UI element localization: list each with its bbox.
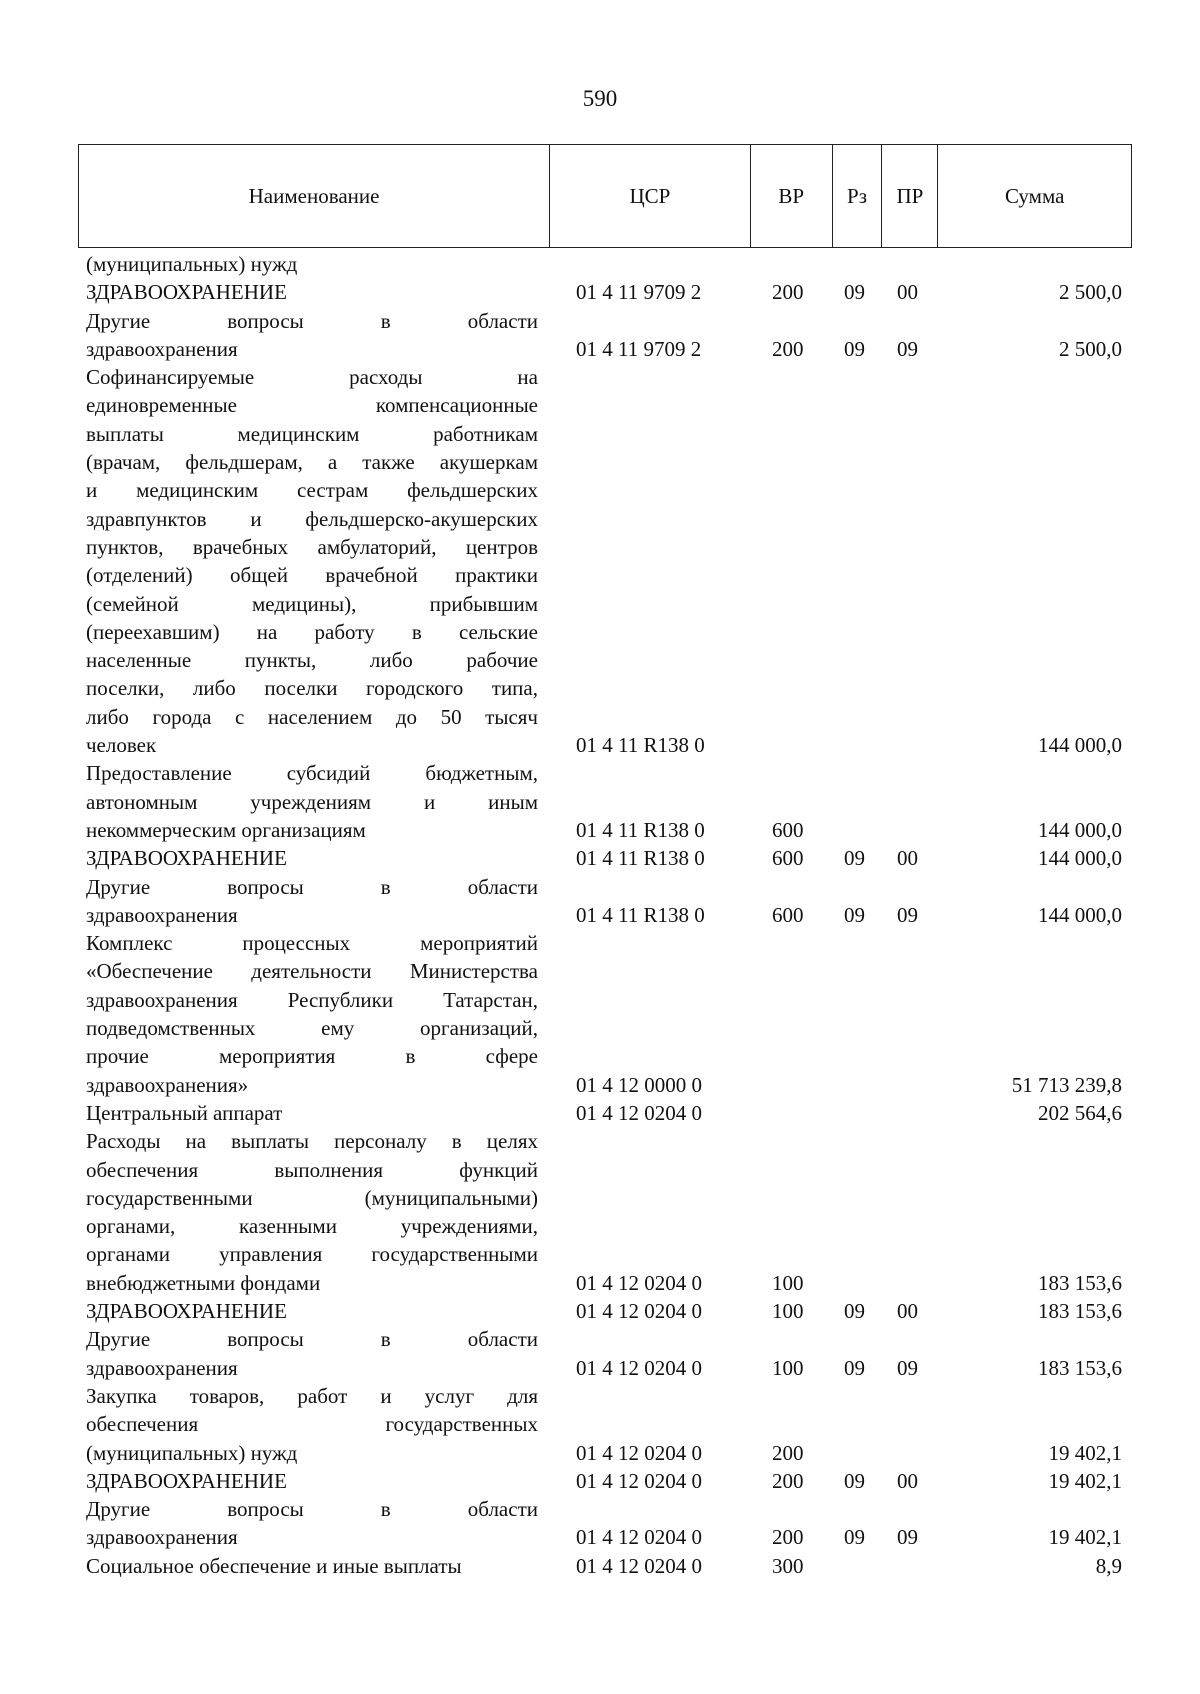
row-name-line: (врачам, фельдшерам, а также акушеркам [86, 450, 538, 475]
row-name-line: государственными (муниципальными) [86, 1185, 538, 1210]
row-pr: 00 [897, 1299, 918, 1324]
row-name [86, 873, 538, 930]
page-number: 590 [582, 86, 618, 111]
row-vr: 200 [772, 336, 804, 361]
row-rz: 09 [844, 1468, 865, 1493]
row-name [86, 1099, 538, 1127]
row-name-line: внебюджетными фондами [86, 1270, 321, 1295]
table-row [0, 363, 1200, 759]
row-name-line: Предоставление субсидий бюджетным, [86, 761, 538, 786]
row-csr: 01 4 11 R138 0 [576, 902, 705, 927]
row-name [86, 1495, 538, 1552]
row-vr: 200 [772, 280, 804, 305]
row-vr: 600 [772, 846, 804, 871]
row-name-line: некоммерческим организациям [86, 817, 366, 842]
table-row [0, 1325, 1200, 1382]
row-sum: 183 153,6 [1038, 1355, 1122, 1380]
row-pr: 00 [897, 1468, 918, 1493]
row-vr: 100 [772, 1355, 804, 1380]
row-csr: 01 4 11 R138 0 [576, 846, 705, 871]
row-name-line: ЗДРАВООХРАНЕНИЕ [86, 1299, 287, 1324]
row-pr: 09 [897, 1355, 918, 1380]
row-name-line: автономным учреждениям и иным [86, 789, 538, 814]
row-sum: 183 153,6 [1038, 1270, 1122, 1295]
row-rz: 09 [844, 1525, 865, 1550]
row-pr: 09 [897, 902, 918, 927]
row-name-line: Расходы на выплаты персоналу в целях [86, 1129, 538, 1154]
row-sum: 144 000,0 [1038, 817, 1122, 842]
row-name-line: пунктов, врачебных амбулаторий, центров [86, 534, 538, 559]
row-name-line: (отделений) общей врачебной практики [86, 563, 538, 588]
table-row [0, 844, 1200, 872]
row-name-line: прочие мероприятия в сфере [86, 1044, 538, 1069]
row-vr: 100 [772, 1299, 804, 1324]
row-sum: 144 000,0 [1038, 733, 1122, 758]
row-sum: 2 500,0 [1059, 280, 1122, 305]
row-name-line: Центральный аппарат [86, 1100, 283, 1125]
row-csr: 01 4 12 0204 0 [576, 1270, 702, 1295]
row-name-line: Комплекс процессных мероприятий [86, 931, 538, 956]
row-sum: 51 713 239,8 [1011, 1072, 1122, 1097]
header-name: Наименование [79, 145, 550, 247]
row-name-line: поселки, либо поселки городского типа, [86, 676, 538, 701]
row-name [86, 929, 538, 1099]
row-csr: 01 4 12 0204 0 [576, 1468, 702, 1493]
row-csr: 01 4 11 R138 0 [576, 817, 705, 842]
row-sum: 202 564,6 [1038, 1100, 1122, 1125]
row-name [86, 759, 538, 844]
row-name-line: ЗДРАВООХРАНЕНИЕ [86, 280, 287, 305]
row-pr: 09 [897, 1525, 918, 1550]
table-row [0, 307, 1200, 364]
row-name-line: (муниципальных) нужд [86, 1440, 298, 1465]
table-row [0, 1382, 1200, 1467]
table-row [0, 250, 1200, 278]
row-name [86, 1552, 538, 1580]
row-name-line: обеспечения государственных [86, 1412, 538, 1437]
row-name [86, 278, 538, 306]
row-name-line: здравоохранения [86, 902, 238, 927]
header-pr: ПР [882, 145, 938, 247]
row-name-line: здравпунктов и фельдшерско-акушерских [86, 506, 538, 531]
table-row [0, 278, 1200, 306]
row-name [86, 307, 538, 364]
row-csr: 01 4 12 0204 0 [576, 1440, 702, 1465]
row-csr: 01 4 12 0204 0 [576, 1355, 702, 1380]
row-csr: 01 4 11 9709 2 [576, 280, 702, 305]
row-name-line: здравоохранения» [86, 1072, 249, 1097]
row-name [86, 844, 538, 872]
table-row [0, 1297, 1200, 1325]
row-pr: 00 [897, 280, 918, 305]
row-name-line: «Обеспечение деятельности Министерства [86, 959, 538, 984]
row-name [86, 1297, 538, 1325]
table-row [0, 1552, 1200, 1580]
row-name-line: Другие вопросы в области [86, 874, 538, 899]
row-csr: 01 4 12 0204 0 [576, 1525, 702, 1550]
table-row [0, 1467, 1200, 1495]
row-csr: 01 4 12 0204 0 [576, 1299, 702, 1324]
row-name-line: ЗДРАВООХРАНЕНИЕ [86, 846, 287, 871]
row-vr: 200 [772, 1440, 804, 1465]
row-name-line: человек [86, 733, 157, 758]
table-row [0, 929, 1200, 1099]
header-vr: ВР [751, 145, 833, 247]
row-name-line: Другие вопросы в области [86, 308, 538, 333]
row-sum: 144 000,0 [1038, 902, 1122, 927]
row-sum: 19 402,1 [1048, 1525, 1122, 1550]
table-header [78, 144, 1132, 248]
row-sum: 183 153,6 [1038, 1299, 1122, 1324]
row-csr: 01 4 11 9709 2 [576, 336, 702, 361]
table-body [0, 250, 1200, 1580]
table-row [0, 1127, 1200, 1297]
row-sum: 8,9 [1095, 1553, 1122, 1578]
row-name-line: ЗДРАВООХРАНЕНИЕ [86, 1468, 287, 1493]
row-rz: 09 [844, 1299, 865, 1324]
row-name-line: здравоохранения [86, 1525, 238, 1550]
row-vr: 600 [772, 817, 804, 842]
row-vr: 300 [772, 1553, 804, 1578]
row-name-line: подведомственных ему организаций, [86, 1016, 538, 1041]
row-csr: 01 4 12 0204 0 [576, 1553, 702, 1578]
row-name-line: здравоохранения Республики Татарстан, [86, 987, 538, 1012]
row-name [86, 1382, 538, 1467]
row-vr: 100 [772, 1270, 804, 1295]
row-rz: 09 [844, 846, 865, 871]
row-csr: 01 4 12 0000 0 [576, 1072, 702, 1097]
row-rz: 09 [844, 902, 865, 927]
row-name-line: (муниципальных) нужд [86, 252, 298, 276]
row-name-line: и медицинским сестрам фельдшерских [86, 478, 538, 503]
row-name-line: единовременные компенсационные [86, 393, 538, 418]
header-rz: Рз [833, 145, 883, 247]
row-csr: 01 4 12 0204 0 [576, 1100, 702, 1125]
row-name-line: обеспечения выполнения функций [86, 1157, 538, 1182]
row-rz: 09 [844, 1355, 865, 1380]
row-name [86, 1127, 538, 1297]
row-rz: 09 [844, 280, 865, 305]
row-name-line: органами управления государственными [86, 1242, 538, 1267]
row-name [86, 250, 538, 278]
table-row [0, 759, 1200, 844]
row-name [86, 1325, 538, 1382]
row-vr: 600 [772, 902, 804, 927]
row-name [86, 363, 538, 759]
row-name-line: выплаты медицинским работникам [86, 421, 538, 446]
row-rz: 09 [844, 336, 865, 361]
row-name-line: органами, казенными учреждениями, [86, 1214, 538, 1239]
row-name-line: населенные пункты, либо рабочие [86, 648, 538, 673]
row-name-line: здравоохранения [86, 336, 238, 361]
row-name-line: Закупка товаров, работ и услуг для [86, 1383, 538, 1408]
header-csr: ЦСР [550, 145, 751, 247]
row-pr: 09 [897, 336, 918, 361]
row-vr: 200 [772, 1525, 804, 1550]
row-sum: 19 402,1 [1048, 1440, 1122, 1465]
row-vr: 200 [772, 1468, 804, 1493]
row-name-line: либо города с населением до 50 тысяч [86, 704, 538, 729]
row-name-line: Социальное обеспечение и иные выплаты [86, 1553, 462, 1578]
table-row [0, 1495, 1200, 1552]
row-name [86, 1467, 538, 1495]
row-sum: 2 500,0 [1059, 336, 1122, 361]
header-sum: Сумма [1004, 183, 1065, 208]
row-sum: 19 402,1 [1048, 1468, 1122, 1493]
row-pr: 00 [897, 846, 918, 871]
row-name-line: (переехавшим) на работу в сельские [86, 619, 538, 644]
row-name-line: Другие вопросы в области [86, 1497, 538, 1522]
row-sum: 144 000,0 [1038, 846, 1122, 871]
table-row [0, 873, 1200, 930]
row-name-line: (семейной медицины), прибывшим [86, 591, 538, 616]
row-name-line: Другие вопросы в области [86, 1327, 538, 1352]
row-name-line: Софинансируемые расходы на [86, 365, 538, 390]
row-csr: 01 4 11 R138 0 [576, 733, 705, 758]
table-row [0, 1099, 1200, 1127]
row-name-line: здравоохранения [86, 1355, 238, 1380]
